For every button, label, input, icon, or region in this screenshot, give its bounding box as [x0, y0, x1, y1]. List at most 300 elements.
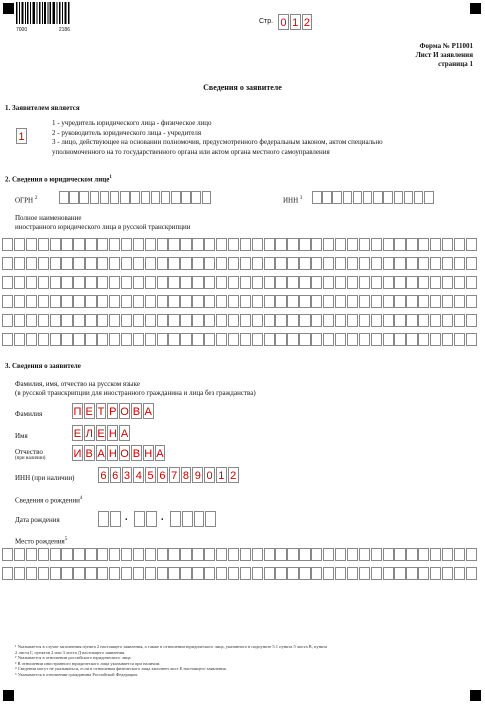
grid-cell[interactable] — [2, 314, 13, 327]
inn-digit[interactable]: 3 — [122, 467, 133, 483]
grid-cell[interactable] — [335, 295, 346, 308]
grid-cell[interactable] — [442, 567, 453, 580]
grid-cell[interactable] — [97, 276, 108, 289]
grid-cell[interactable] — [168, 567, 179, 580]
grid-cell[interactable] — [85, 333, 96, 346]
grid-cell[interactable] — [204, 276, 215, 289]
grid-cell[interactable] — [383, 257, 394, 270]
grid-cell[interactable] — [347, 257, 358, 270]
grid-cell[interactable] — [145, 314, 156, 327]
patronymic-char[interactable]: И — [72, 445, 83, 461]
grid-cell[interactable] — [2, 567, 13, 580]
grid-cell[interactable] — [157, 548, 168, 561]
grid-cell[interactable] — [50, 295, 61, 308]
grid-cell[interactable] — [216, 276, 227, 289]
grid-cell[interactable] — [192, 238, 203, 251]
grid-cell[interactable] — [335, 238, 346, 251]
grid-cell[interactable] — [26, 333, 37, 346]
grid-cell[interactable] — [121, 333, 132, 346]
grid-cell[interactable] — [73, 314, 84, 327]
grid-cell[interactable] — [442, 314, 453, 327]
grid-cell[interactable] — [347, 295, 358, 308]
grid-cell[interactable] — [157, 314, 168, 327]
grid-cell[interactable] — [442, 295, 453, 308]
grid-cell[interactable] — [180, 257, 191, 270]
grid-cell[interactable] — [50, 257, 61, 270]
grid-cell[interactable] — [394, 314, 405, 327]
grid-cell[interactable] — [192, 548, 203, 561]
grid-cell[interactable] — [2, 238, 13, 251]
grid-cell[interactable] — [61, 567, 72, 580]
grid-cell[interactable] — [50, 314, 61, 327]
grid-cell[interactable] — [168, 238, 179, 251]
grid-cell[interactable] — [73, 276, 84, 289]
grid-cell[interactable] — [371, 257, 382, 270]
grid-cell[interactable] — [26, 276, 37, 289]
inn-digit[interactable]: 6 — [98, 467, 109, 483]
grid-cell[interactable] — [287, 567, 298, 580]
grid-cell[interactable] — [192, 295, 203, 308]
grid-cell[interactable] — [454, 257, 465, 270]
org-fullname-row[interactable] — [2, 314, 478, 327]
grid-cell[interactable] — [26, 314, 37, 327]
grid-cell[interactable] — [418, 257, 429, 270]
grid-cell[interactable] — [371, 276, 382, 289]
grid-cell[interactable] — [371, 314, 382, 327]
surname-char[interactable]: Р — [107, 403, 118, 419]
org-fullname-row[interactable] — [2, 257, 478, 270]
grid-cell[interactable] — [418, 295, 429, 308]
surname-char[interactable]: А — [143, 403, 154, 419]
grid-cell[interactable] — [204, 238, 215, 251]
grid-cell[interactable] — [383, 295, 394, 308]
grid-cell[interactable] — [145, 295, 156, 308]
grid-cell[interactable] — [264, 548, 275, 561]
grid-cell[interactable] — [2, 548, 13, 561]
grid-cell[interactable] — [430, 257, 441, 270]
grid-cell[interactable] — [38, 257, 49, 270]
grid-cell[interactable] — [228, 333, 239, 346]
grid-cell[interactable] — [168, 257, 179, 270]
grid-cell[interactable] — [347, 238, 358, 251]
applicant-type-field[interactable]: 1 — [16, 128, 27, 144]
grid-cell[interactable] — [406, 314, 417, 327]
grid-cell[interactable] — [121, 238, 132, 251]
grid-cell[interactable] — [228, 314, 239, 327]
birth-place-row[interactable] — [2, 548, 478, 561]
grid-cell[interactable] — [85, 567, 96, 580]
grid-cell[interactable] — [311, 238, 322, 251]
inn-digit[interactable]: 7 — [169, 467, 180, 483]
name-char[interactable]: Е — [72, 425, 83, 441]
grid-cell[interactable] — [168, 295, 179, 308]
grid-cell[interactable] — [299, 314, 310, 327]
grid-cell[interactable] — [394, 238, 405, 251]
grid-cell[interactable] — [157, 567, 168, 580]
grid-cell[interactable] — [73, 238, 84, 251]
grid-cell[interactable] — [347, 276, 358, 289]
ogrn-field[interactable] — [59, 191, 212, 204]
grid-cell[interactable] — [50, 567, 61, 580]
grid-cell[interactable] — [394, 295, 405, 308]
grid-cell[interactable] — [50, 238, 61, 251]
grid-cell[interactable] — [145, 333, 156, 346]
grid-cell[interactable] — [157, 238, 168, 251]
name-field[interactable] — [72, 425, 131, 441]
patronymic-char[interactable]: О — [119, 445, 130, 461]
grid-cell[interactable] — [299, 333, 310, 346]
grid-cell[interactable] — [14, 567, 25, 580]
grid-cell[interactable] — [168, 276, 179, 289]
grid-cell[interactable] — [157, 333, 168, 346]
grid-cell[interactable] — [430, 314, 441, 327]
inn-digit[interactable]: 8 — [181, 467, 192, 483]
grid-cell[interactable] — [180, 548, 191, 561]
grid-cell[interactable] — [73, 295, 84, 308]
grid-cell[interactable] — [311, 276, 322, 289]
grid-cell[interactable] — [359, 314, 370, 327]
grid-cell[interactable] — [275, 238, 286, 251]
grid-cell[interactable] — [299, 238, 310, 251]
grid-cell[interactable] — [2, 257, 13, 270]
grid-cell[interactable] — [97, 295, 108, 308]
grid-cell[interactable] — [73, 567, 84, 580]
grid-cell[interactable] — [252, 567, 263, 580]
grid-cell[interactable] — [14, 257, 25, 270]
grid-cell[interactable] — [287, 276, 298, 289]
grid-cell[interactable] — [371, 333, 382, 346]
grid-cell[interactable] — [192, 257, 203, 270]
grid-cell[interactable] — [275, 548, 286, 561]
inn-digit[interactable]: 0 — [204, 467, 215, 483]
grid-cell[interactable] — [133, 567, 144, 580]
grid-cell[interactable] — [38, 548, 49, 561]
grid-cell[interactable] — [204, 295, 215, 308]
name-char[interactable]: Е — [96, 425, 107, 441]
grid-cell[interactable] — [299, 257, 310, 270]
grid-cell[interactable] — [216, 257, 227, 270]
grid-cell[interactable] — [442, 333, 453, 346]
grid-cell[interactable] — [26, 257, 37, 270]
grid-cell[interactable] — [418, 276, 429, 289]
grid-cell[interactable] — [109, 276, 120, 289]
grid-cell[interactable] — [287, 314, 298, 327]
surname-char[interactable]: О — [119, 403, 130, 419]
patronymic-char[interactable]: А — [96, 445, 107, 461]
grid-cell[interactable] — [406, 276, 417, 289]
grid-cell[interactable] — [38, 567, 49, 580]
grid-cell[interactable] — [311, 333, 322, 346]
grid-cell[interactable] — [418, 238, 429, 251]
grid-cell[interactable] — [442, 257, 453, 270]
grid-cell[interactable] — [61, 238, 72, 251]
grid-cell[interactable] — [157, 257, 168, 270]
grid-cell[interactable] — [264, 238, 275, 251]
grid-cell[interactable] — [240, 314, 251, 327]
grid-cell[interactable] — [240, 567, 251, 580]
grid-cell[interactable] — [38, 238, 49, 251]
grid-cell[interactable] — [347, 333, 358, 346]
grid-cell[interactable] — [430, 567, 441, 580]
grid-cell[interactable] — [359, 567, 370, 580]
inn-digit[interactable]: 1 — [216, 467, 227, 483]
grid-cell[interactable] — [85, 276, 96, 289]
grid-cell[interactable] — [323, 333, 334, 346]
grid-cell[interactable] — [145, 548, 156, 561]
grid-cell[interactable] — [61, 257, 72, 270]
grid-cell[interactable] — [50, 333, 61, 346]
grid-cell[interactable] — [264, 314, 275, 327]
org-inn-field[interactable] — [312, 191, 434, 204]
grid-cell[interactable] — [14, 238, 25, 251]
inn-digit[interactable]: 9 — [192, 467, 203, 483]
grid-cell[interactable] — [454, 276, 465, 289]
grid-cell[interactable] — [383, 333, 394, 346]
page-digit[interactable]: 2 — [302, 14, 313, 30]
surname-char[interactable]: П — [72, 403, 83, 419]
grid-cell[interactable] — [252, 548, 263, 561]
grid-cell[interactable] — [121, 567, 132, 580]
grid-cell[interactable] — [359, 257, 370, 270]
birth-month-field[interactable] — [134, 511, 158, 527]
grid-cell[interactable] — [204, 548, 215, 561]
grid-cell[interactable] — [180, 295, 191, 308]
inn-digit[interactable]: 6 — [110, 467, 121, 483]
grid-cell[interactable] — [216, 314, 227, 327]
grid-cell[interactable] — [299, 295, 310, 308]
grid-cell[interactable] — [335, 567, 346, 580]
grid-cell[interactable] — [109, 333, 120, 346]
grid-cell[interactable] — [264, 257, 275, 270]
grid-cell[interactable] — [406, 567, 417, 580]
grid-cell[interactable] — [383, 567, 394, 580]
grid-cell[interactable] — [311, 257, 322, 270]
birth-year-field[interactable] — [170, 511, 217, 527]
inn-digit[interactable]: 6 — [157, 467, 168, 483]
grid-cell[interactable] — [323, 548, 334, 561]
grid-cell[interactable] — [240, 548, 251, 561]
grid-cell[interactable] — [252, 257, 263, 270]
grid-cell[interactable] — [85, 314, 96, 327]
patronymic-char[interactable]: В — [131, 445, 142, 461]
grid-cell[interactable] — [287, 548, 298, 561]
org-fullname-row[interactable] — [2, 238, 478, 251]
grid-cell[interactable] — [323, 238, 334, 251]
grid-cell[interactable] — [26, 567, 37, 580]
grid-cell[interactable] — [97, 257, 108, 270]
grid-cell[interactable] — [264, 276, 275, 289]
grid-cell[interactable] — [371, 548, 382, 561]
grid-cell[interactable] — [14, 548, 25, 561]
grid-cell[interactable] — [145, 257, 156, 270]
grid-cell[interactable] — [311, 548, 322, 561]
grid-cell[interactable] — [454, 314, 465, 327]
grid-cell[interactable] — [228, 295, 239, 308]
grid-cell[interactable] — [121, 276, 132, 289]
grid-cell[interactable] — [252, 238, 263, 251]
org-fullname-row[interactable] — [2, 295, 478, 308]
grid-cell[interactable] — [216, 548, 227, 561]
name-char[interactable]: Л — [84, 425, 95, 441]
grid-cell[interactable] — [394, 333, 405, 346]
grid-cell[interactable] — [228, 276, 239, 289]
grid-cell[interactable] — [2, 333, 13, 346]
grid-cell[interactable] — [26, 548, 37, 561]
grid-cell[interactable] — [2, 276, 13, 289]
grid-cell[interactable] — [240, 238, 251, 251]
grid-cell[interactable] — [168, 314, 179, 327]
org-fullname-row[interactable] — [2, 333, 478, 346]
grid-cell[interactable] — [418, 567, 429, 580]
grid-cell[interactable] — [157, 276, 168, 289]
surname-char[interactable]: В — [131, 403, 142, 419]
grid-cell[interactable] — [466, 548, 477, 561]
grid-cell[interactable] — [252, 314, 263, 327]
grid-cell[interactable] — [14, 314, 25, 327]
grid-cell[interactable] — [311, 314, 322, 327]
grid-cell[interactable] — [85, 295, 96, 308]
grid-cell[interactable] — [216, 333, 227, 346]
grid-cell[interactable] — [466, 238, 477, 251]
grid-cell[interactable] — [466, 257, 477, 270]
grid-cell[interactable] — [38, 314, 49, 327]
grid-cell[interactable] — [406, 238, 417, 251]
grid-cell[interactable] — [252, 333, 263, 346]
grid-cell[interactable] — [85, 238, 96, 251]
grid-cell[interactable] — [299, 548, 310, 561]
grid-cell[interactable] — [383, 548, 394, 561]
grid-cell[interactable] — [121, 295, 132, 308]
grid-cell[interactable] — [2, 295, 13, 308]
grid-cell[interactable] — [26, 238, 37, 251]
grid-cell[interactable] — [73, 257, 84, 270]
grid-cell[interactable] — [323, 295, 334, 308]
grid-cell[interactable] — [359, 238, 370, 251]
grid-cell[interactable] — [216, 567, 227, 580]
grid-cell[interactable] — [383, 314, 394, 327]
grid-cell[interactable] — [252, 295, 263, 308]
grid-cell[interactable] — [168, 548, 179, 561]
grid-cell[interactable] — [406, 295, 417, 308]
grid-cell[interactable] — [275, 295, 286, 308]
grid-cell[interactable] — [180, 276, 191, 289]
grid-cell[interactable] — [430, 548, 441, 561]
grid-cell[interactable] — [73, 333, 84, 346]
grid-cell[interactable] — [359, 276, 370, 289]
grid-cell[interactable] — [38, 333, 49, 346]
grid-cell[interactable] — [109, 314, 120, 327]
name-char[interactable]: Н — [107, 425, 118, 441]
grid-cell[interactable] — [430, 295, 441, 308]
page-digit[interactable]: 0 — [278, 14, 289, 30]
grid-cell[interactable] — [61, 548, 72, 561]
grid-cell[interactable] — [133, 295, 144, 308]
grid-cell[interactable] — [204, 567, 215, 580]
birth-day-field[interactable] — [98, 511, 122, 527]
birth-place-row[interactable] — [2, 567, 478, 580]
grid-cell[interactable] — [359, 333, 370, 346]
grid-cell[interactable] — [311, 567, 322, 580]
grid-cell[interactable] — [311, 295, 322, 308]
grid-cell[interactable] — [323, 257, 334, 270]
grid-cell[interactable] — [406, 333, 417, 346]
grid-cell[interactable] — [442, 238, 453, 251]
inn-digit[interactable]: 2 — [228, 467, 239, 483]
grid-cell[interactable] — [216, 238, 227, 251]
grid-cell[interactable] — [287, 295, 298, 308]
grid-cell[interactable] — [228, 257, 239, 270]
inn-digit[interactable]: 4 — [133, 467, 144, 483]
grid-cell[interactable] — [454, 548, 465, 561]
grid-cell[interactable] — [133, 276, 144, 289]
grid-cell[interactable] — [97, 314, 108, 327]
grid-cell[interactable] — [287, 257, 298, 270]
grid-cell[interactable] — [109, 238, 120, 251]
grid-cell[interactable] — [180, 238, 191, 251]
grid-cell[interactable] — [335, 276, 346, 289]
grid-cell[interactable] — [180, 567, 191, 580]
grid-cell[interactable] — [418, 333, 429, 346]
grid-cell[interactable] — [180, 333, 191, 346]
grid-cell[interactable] — [264, 295, 275, 308]
grid-cell[interactable] — [394, 567, 405, 580]
grid-cell[interactable] — [228, 567, 239, 580]
grid-cell[interactable] — [145, 276, 156, 289]
grid-cell[interactable] — [275, 314, 286, 327]
grid-cell[interactable] — [180, 314, 191, 327]
grid-cell[interactable] — [97, 333, 108, 346]
grid-cell[interactable] — [275, 257, 286, 270]
grid-cell[interactable] — [335, 333, 346, 346]
grid-cell[interactable] — [61, 314, 72, 327]
grid-cell[interactable] — [394, 276, 405, 289]
grid-cell[interactable] — [157, 295, 168, 308]
grid-cell[interactable] — [335, 548, 346, 561]
grid-cell[interactable] — [14, 333, 25, 346]
grid-cell[interactable] — [430, 333, 441, 346]
grid-cell[interactable] — [287, 238, 298, 251]
grid-cell[interactable] — [204, 333, 215, 346]
grid-cell[interactable] — [371, 238, 382, 251]
grid-cell[interactable] — [466, 333, 477, 346]
patronymic-char[interactable]: В — [84, 445, 95, 461]
grid-cell[interactable] — [133, 333, 144, 346]
grid-cell[interactable] — [299, 276, 310, 289]
grid-cell[interactable] — [97, 238, 108, 251]
grid-cell[interactable] — [430, 238, 441, 251]
grid-cell[interactable] — [121, 257, 132, 270]
patronymic-char[interactable]: Н — [107, 445, 118, 461]
grid-cell[interactable] — [204, 314, 215, 327]
grid-cell[interactable] — [347, 567, 358, 580]
grid-cell[interactable] — [145, 238, 156, 251]
grid-cell[interactable] — [406, 257, 417, 270]
grid-cell[interactable] — [133, 548, 144, 561]
grid-cell[interactable] — [418, 548, 429, 561]
name-char[interactable]: А — [119, 425, 130, 441]
grid-cell[interactable] — [394, 257, 405, 270]
grid-cell[interactable] — [347, 314, 358, 327]
grid-cell[interactable] — [347, 548, 358, 561]
grid-cell[interactable] — [121, 314, 132, 327]
grid-cell[interactable] — [240, 276, 251, 289]
grid-cell[interactable] — [335, 314, 346, 327]
grid-cell[interactable] — [264, 333, 275, 346]
grid-cell[interactable] — [133, 257, 144, 270]
grid-cell[interactable] — [323, 567, 334, 580]
grid-cell[interactable] — [50, 548, 61, 561]
grid-cell[interactable] — [133, 314, 144, 327]
